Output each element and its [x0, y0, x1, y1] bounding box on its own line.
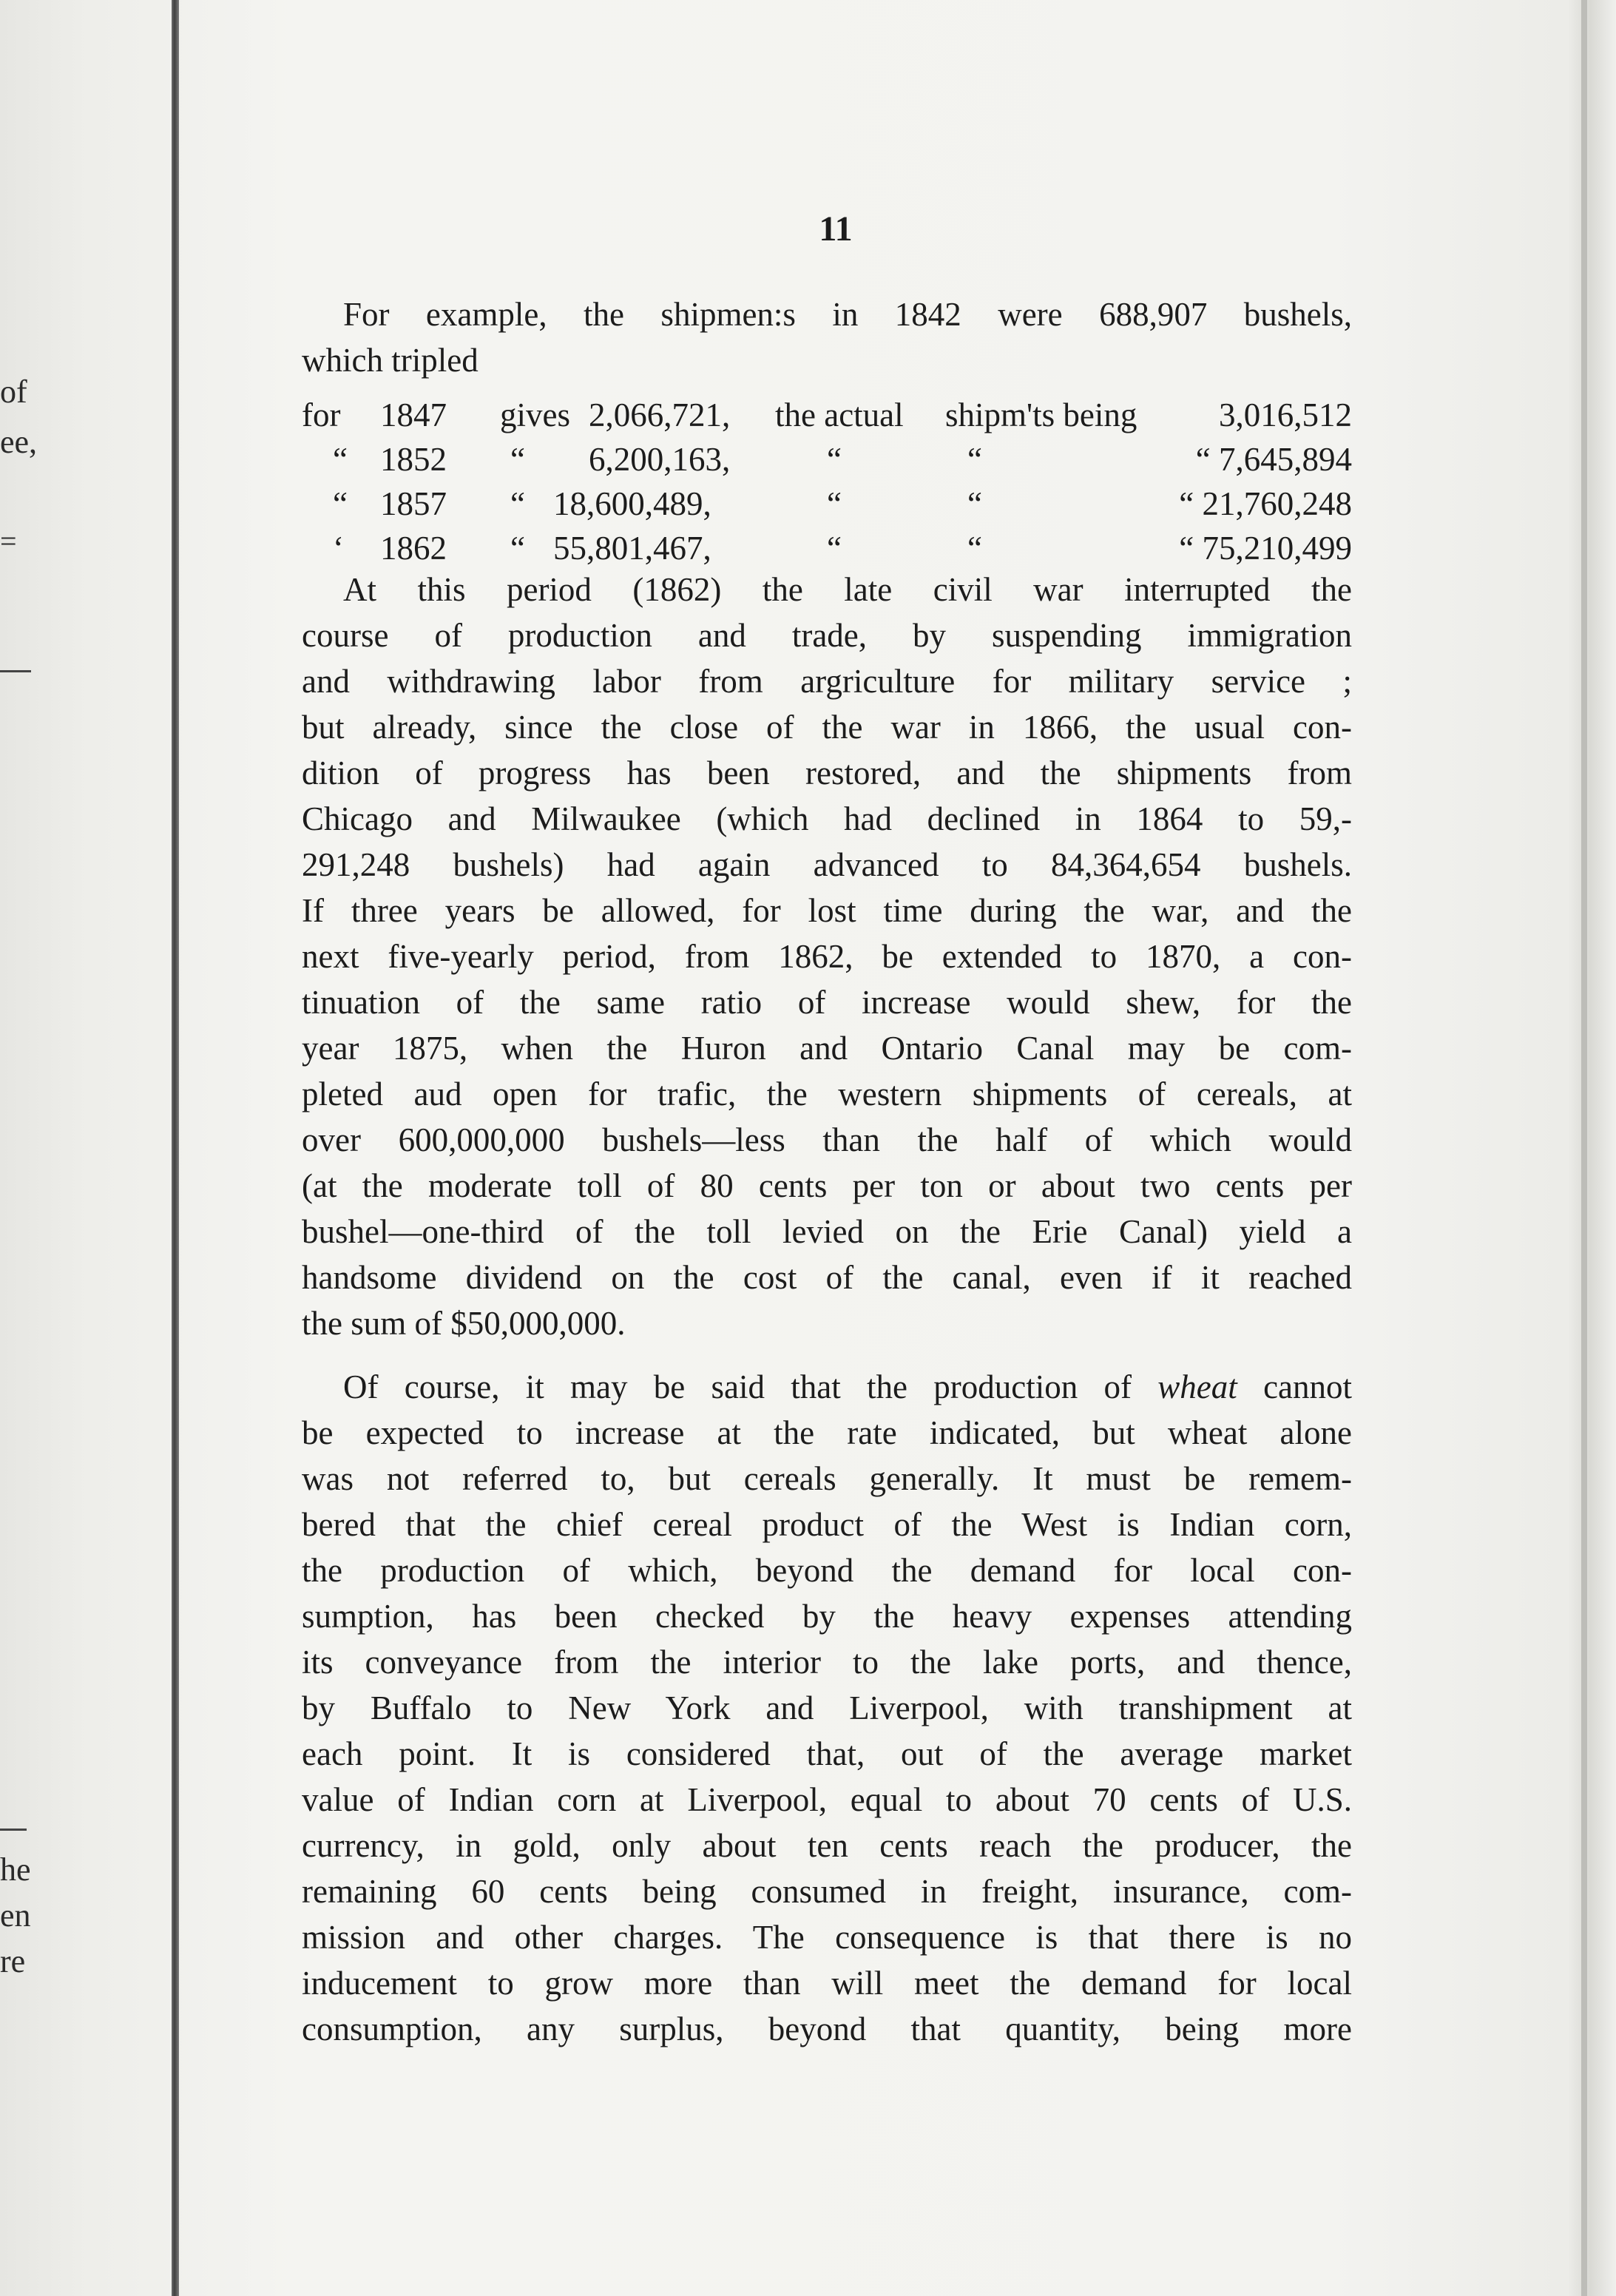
- text-line: consumption, any surplus, beyond that quantity, being more: [302, 2010, 1352, 2047]
- row-col1: the actual: [775, 396, 904, 433]
- text-line: bushel—one-third of the toll levied on the Erie Canal) yield a: [302, 1213, 1352, 1250]
- row-year: 1852: [380, 441, 447, 478]
- row-projected-value: 55,801,467,: [553, 530, 711, 567]
- row-projected-value: 6,200,163,: [589, 441, 731, 478]
- shipments-row: [302, 392, 1352, 438]
- row-lead: for: [302, 396, 341, 433]
- row-actual-value: “ 7,645,894: [1195, 441, 1352, 478]
- text-run: cannot: [1263, 1368, 1353, 1405]
- text-line: tinuation of the same ratio of increase would shew, for the: [302, 984, 1352, 1021]
- facing-page-fragment: re: [0, 1943, 26, 1979]
- shipments-row: [302, 481, 1352, 527]
- page-number: 11: [819, 209, 853, 249]
- facing-page-fragment: of: [0, 374, 27, 410]
- text-line: over 600,000,000 bushels—less than the half of which would: [302, 1121, 1352, 1158]
- text-line: (at the moderate toll of 80 cents per ton or about two cents per: [302, 1167, 1352, 1204]
- facing-page-fragment: en: [0, 1897, 31, 1934]
- text-line: At this period (1862) the late civil war interrupted the: [343, 571, 1352, 608]
- text-line: value of Indian corn at Liverpool, equal to about 70 cents of U.S.: [302, 1781, 1352, 1818]
- text-line: currency, in gold, only about ten cents reach the producer, the: [302, 1827, 1352, 1864]
- row-verb: “: [510, 530, 525, 567]
- page-right-edge: [1581, 0, 1587, 2296]
- text-line: Chicago and Milwaukee (which had declined in 1864 to 59,-: [302, 800, 1352, 837]
- text-line: remaining 60 cents being consumed in freight, insurance, com-: [302, 1873, 1352, 1910]
- row-col2: “: [967, 530, 982, 567]
- text-line: the production of which, beyond the demand for local con-: [302, 1552, 1352, 1589]
- row-actual-value: “ 21,760,248: [1179, 485, 1352, 522]
- facing-page-rule: [0, 670, 31, 672]
- row-projected-value: 2,066,721,: [589, 396, 731, 433]
- row-verb: “: [510, 485, 525, 522]
- page-binding-edge: [172, 0, 179, 2296]
- text-line: dition of progress has been restored, and the shipments from: [302, 754, 1352, 791]
- text-line: by Buffalo to New York and Liverpool, with transhipment at: [302, 1689, 1352, 1726]
- row-col1: “: [827, 530, 842, 567]
- row-year: 1847: [380, 396, 447, 433]
- row-projected-value: 18,600,489,: [553, 485, 711, 522]
- paragraph-cereal-production: [302, 1364, 1352, 2052]
- facing-page-rule: [0, 1829, 27, 1831]
- text-line: be expected to increase at the rate indicated, but wheat alone: [302, 1414, 1352, 1451]
- text-line: its conveyance from the interior to the lake ports, and thence,: [302, 1644, 1352, 1681]
- facing-page-fragment: =: [0, 524, 17, 558]
- row-year: 1857: [380, 485, 447, 522]
- row-lead: ‘: [333, 530, 344, 567]
- row-col2: “: [967, 485, 982, 522]
- row-year: 1862: [380, 530, 447, 567]
- text-line: but already, since the close of the war in 1866, the usual con-: [302, 709, 1352, 746]
- row-col2: “: [967, 441, 982, 478]
- row-actual-value: “ 75,210,499: [1179, 530, 1352, 567]
- text-line: each point. It is considered that, out of the average market: [302, 1735, 1352, 1772]
- text-line: 291,248 bushels) had again advanced to 84,364,654 bushels.: [302, 846, 1352, 883]
- row-col2: shipm'ts being: [945, 396, 1137, 433]
- text-line: which tripled: [302, 342, 479, 379]
- text-line: was not referred to, but cereals generally. It must be remem-: [302, 1460, 1352, 1497]
- text-line: mission and other charges. The consequence is that there is no: [302, 1919, 1352, 1956]
- text-line: inducement to grow more than will meet the demand for local: [302, 1965, 1352, 2002]
- text-line: If three years be allowed, for lost time during the war, and the: [302, 892, 1352, 929]
- facing-page-fragment: ee,: [0, 424, 38, 460]
- text-line: and withdrawing labor from argriculture for military service ;: [302, 663, 1352, 700]
- text-run: Of course, it may be said that the production of: [343, 1368, 1132, 1405]
- row-lead: “: [333, 485, 348, 522]
- text-line: course of production and trade, by suspending immigration: [302, 617, 1352, 654]
- row-actual-value: 3,016,512: [1219, 396, 1352, 433]
- row-col1: “: [827, 441, 842, 478]
- text-line: the sum of $50,000,000.: [302, 1305, 626, 1342]
- text-line: next five-yearly period, from 1862, be extended to 1870, a con-: [302, 938, 1352, 975]
- shipments-row: [302, 525, 1352, 571]
- text-line: bered that the chief cereal product of the West is Indian corn,: [302, 1506, 1352, 1543]
- italic-word-wheat: wheat: [1157, 1368, 1237, 1405]
- row-col1: “: [827, 485, 842, 522]
- text-line-with-italic: [302, 1364, 1352, 1410]
- row-verb: gives: [500, 396, 570, 433]
- shipments-row: [302, 436, 1352, 482]
- paragraph-civil-war: [302, 567, 1352, 1346]
- text-line: year 1875, when the Huron and Ontario Canal may be com-: [302, 1030, 1352, 1067]
- facing-page-fragment: he: [0, 1851, 31, 1888]
- row-verb: “: [510, 441, 525, 478]
- text-line: handsome dividend on the cost of the canal, even if it reached: [302, 1259, 1352, 1296]
- row-lead: “: [333, 441, 348, 478]
- text-line: sumption, has been checked by the heavy expenses attending: [302, 1598, 1352, 1635]
- intro-text: [302, 291, 1352, 383]
- text-line: pleted aud open for trafic, the western shipments of cereals, at: [302, 1076, 1352, 1112]
- text-line: For example, the shipmen:s in 1842 were 688,907 bushels,: [343, 296, 1352, 333]
